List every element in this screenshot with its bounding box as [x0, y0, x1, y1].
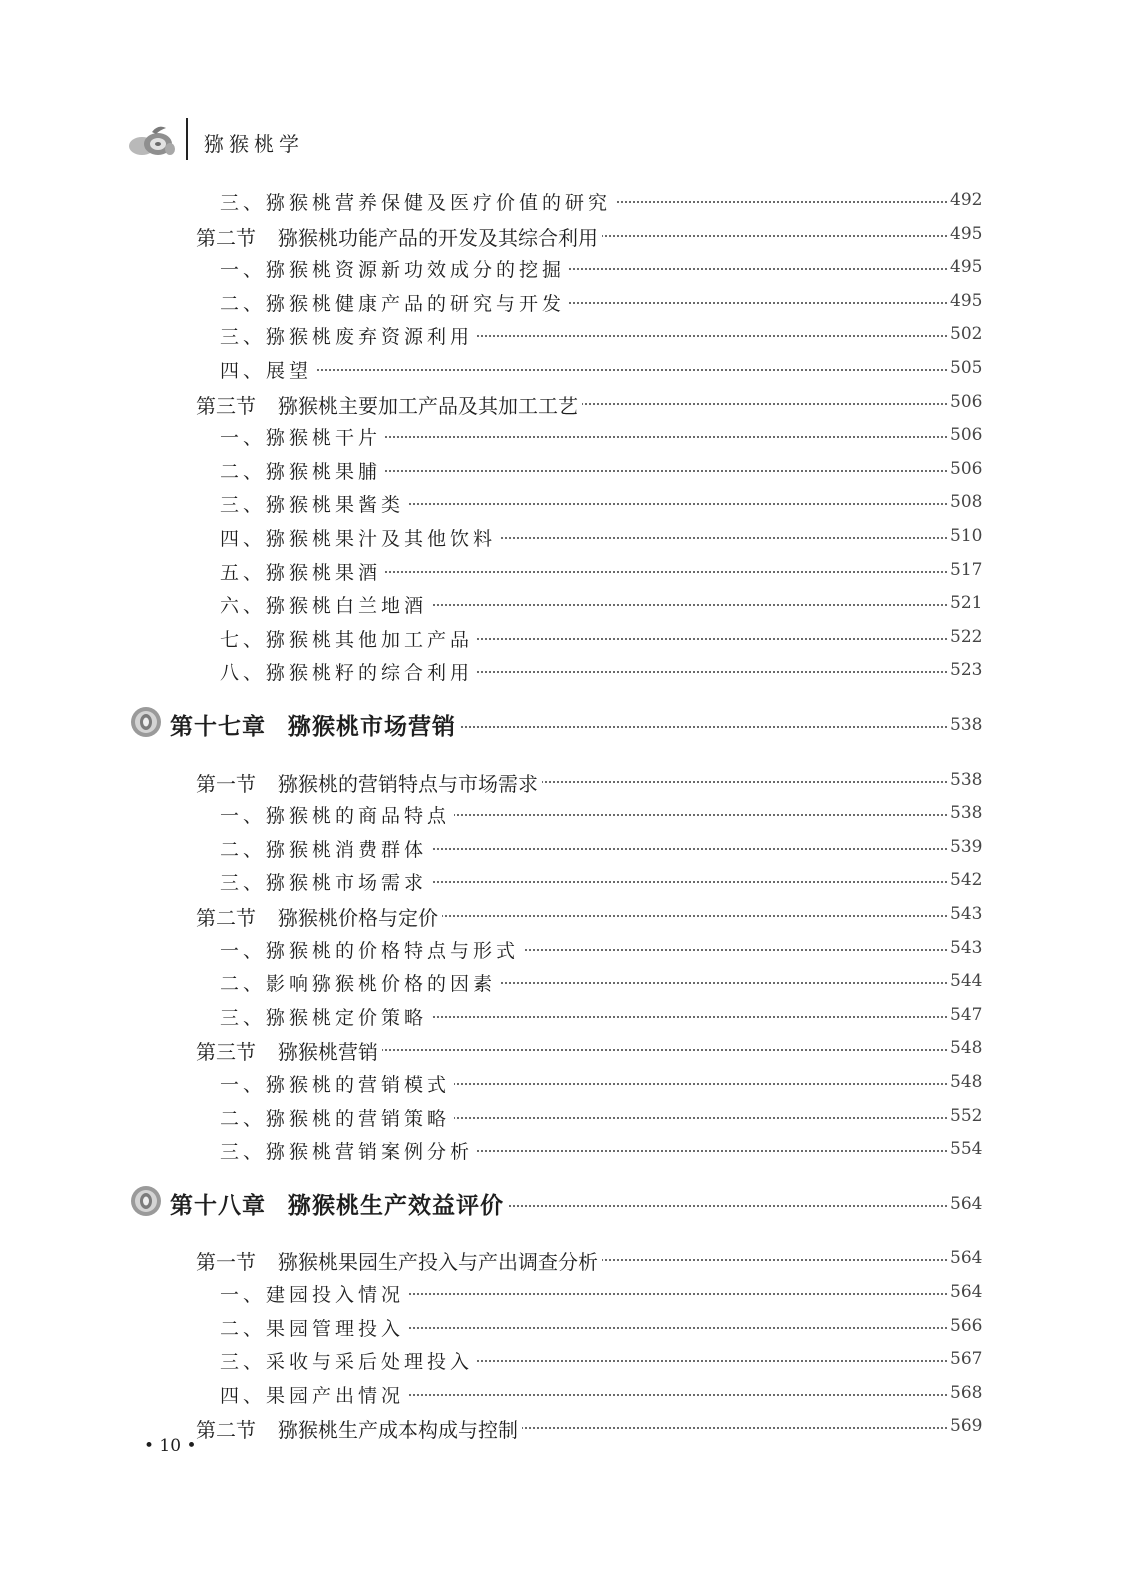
item-label: 三、猕猴桃定价策略 — [220, 1006, 428, 1029]
section-number: 第一节 — [196, 1250, 256, 1275]
toc-section-title — [196, 1036, 382, 1065]
item-label: 三、猕猴桃营销案例分析 — [220, 1141, 474, 1164]
item-label: 三、猕猴桃市场需求 — [220, 872, 428, 895]
toc-page-number: 538 — [950, 715, 983, 735]
toc-item-title — [220, 1003, 431, 1030]
item-label: 三、猕猴桃营养保健及医疗价值的研究 — [220, 192, 612, 214]
section-label: 猕猴桃主要加工产品及其加工工艺 — [278, 393, 578, 418]
toc-item-title — [220, 322, 477, 349]
toc-item[interactable] — [0, 1308, 1133, 1342]
item-label: 一、猕猴桃资源新功效成分的挖掘 — [220, 259, 566, 282]
item-label: 八、猕猴桃籽的综合利用 — [220, 662, 474, 685]
toc-item[interactable] — [0, 182, 1133, 216]
toc-item-title — [220, 457, 385, 484]
item-label: 三、采收与采后处理投入 — [220, 1351, 474, 1374]
toc-page-number: 554 — [950, 1139, 983, 1160]
toc-item-title — [220, 1314, 408, 1341]
toc-chapter-title — [170, 708, 460, 741]
chapter-kiwi-slice-icon — [130, 706, 162, 738]
toc-item[interactable] — [0, 1341, 1133, 1375]
toc-page-number: 568 — [950, 1382, 983, 1403]
toc-item[interactable] — [0, 619, 1133, 653]
item-label: 二、果园管理投入 — [220, 1317, 405, 1340]
toc-item-title — [220, 658, 477, 685]
item-label: 一、猕猴桃的商品特点 — [220, 805, 451, 828]
toc-item[interactable] — [0, 316, 1133, 350]
item-label: 三、猕猴桃果酱类 — [220, 494, 405, 517]
page-number: • 10 • — [144, 1436, 197, 1456]
toc-item[interactable] — [0, 997, 1133, 1031]
item-label: 二、影响猕猴桃价格的因素 — [220, 973, 497, 996]
item-label: 二、猕猴桃消费群体 — [220, 838, 428, 861]
toc-item-title — [220, 835, 431, 862]
section-number: 第二节 — [196, 906, 256, 930]
section-number: 第三节 — [196, 1040, 256, 1065]
toc-item[interactable] — [0, 1131, 1133, 1165]
book-title: 猕猴桃学 — [204, 132, 304, 156]
toc-section[interactable] — [0, 896, 1133, 930]
toc-item-title — [220, 423, 385, 450]
toc-section[interactable] — [0, 216, 1133, 250]
toc-item[interactable] — [0, 795, 1133, 829]
toc-item[interactable] — [0, 249, 1133, 283]
item-label: 二、猕猴桃的营销策略 — [220, 1107, 451, 1130]
section-number: 第三节 — [196, 393, 256, 418]
toc-section[interactable] — [0, 384, 1133, 418]
item-label: 四、猕猴桃果汁及其他饮料 — [220, 528, 497, 550]
toc-page-number: 506 — [950, 425, 983, 446]
toc-chapter-title — [170, 1187, 508, 1220]
toc-item-title — [220, 625, 477, 652]
toc-item-title — [220, 356, 316, 383]
toc-item-title — [220, 289, 569, 316]
chapter-number: 第十七章 — [170, 713, 266, 740]
toc-page-number: 542 — [950, 870, 983, 891]
section-label: 猕猴桃营销 — [278, 1040, 378, 1065]
toc-section-title — [196, 390, 582, 419]
toc-item[interactable] — [0, 1375, 1133, 1409]
toc-section-title — [196, 1246, 602, 1275]
toc-page-number: 539 — [950, 836, 983, 857]
item-label: 二、猕猴桃果脯 — [220, 460, 382, 483]
toc-item-title — [220, 868, 431, 895]
toc-page-number: 548 — [950, 1072, 983, 1092]
toc-page-number: 566 — [950, 1315, 983, 1336]
dot-leader — [220, 361, 947, 371]
toc-item-title — [220, 591, 431, 618]
toc-page-number: 506 — [950, 458, 983, 479]
chapter-number: 第十八章 — [170, 1191, 266, 1219]
section-label: 猕猴桃价格与定价 — [278, 906, 438, 930]
section-number: 第二节 — [196, 1418, 256, 1443]
header-divider — [186, 118, 188, 160]
toc-item-title — [220, 188, 615, 215]
toc-page-number: 564 — [950, 1248, 983, 1269]
chapter-label: 猕猴桃市场营销 — [288, 713, 456, 740]
toc-page-number: 564 — [950, 1282, 983, 1302]
toc-item[interactable] — [0, 1098, 1133, 1132]
section-label: 猕猴桃功能产品的开发及其综合利用 — [278, 225, 598, 250]
toc-item[interactable] — [0, 350, 1133, 384]
toc-item[interactable] — [0, 552, 1133, 586]
toc-page-number: 567 — [950, 1349, 983, 1370]
toc-page-number: 547 — [950, 1004, 983, 1025]
toc-item-title — [220, 255, 569, 282]
toc-section-title — [196, 768, 542, 797]
toc-item[interactable] — [0, 1064, 1133, 1098]
toc-item-title — [220, 558, 385, 585]
toc-item[interactable] — [0, 1274, 1133, 1308]
toc-page-number: 564 — [950, 1193, 983, 1214]
toc-item-title — [220, 490, 408, 517]
item-label: 一、猕猴桃的营销模式 — [220, 1074, 451, 1096]
toc-page-number: 517 — [950, 559, 983, 580]
toc-page-number: 510 — [950, 526, 983, 546]
toc-item[interactable] — [0, 484, 1133, 518]
toc-item-title — [220, 969, 500, 996]
toc-item-title — [220, 936, 523, 963]
item-label: 一、建园投入情况 — [220, 1284, 405, 1306]
toc-page-number: 523 — [950, 660, 983, 681]
toc-item-title — [220, 1137, 477, 1164]
toc-item[interactable] — [0, 862, 1133, 896]
toc-item-title — [220, 1381, 408, 1408]
toc-chapter[interactable] — [0, 702, 1133, 746]
item-label: 一、猕猴桃的价格特点与形式 — [220, 939, 520, 962]
toc-section-title — [196, 222, 602, 251]
toc-page-number: 569 — [950, 1416, 983, 1437]
section-number: 第一节 — [196, 771, 256, 796]
item-label: 一、猕猴桃干片 — [220, 427, 382, 450]
toc-item[interactable] — [0, 963, 1133, 997]
toc-item-title — [220, 1070, 454, 1097]
toc-page-number: 495 — [950, 290, 983, 311]
toc-chapter[interactable] — [0, 1181, 1133, 1225]
toc-page-number: 543 — [950, 904, 983, 924]
toc-item-title — [220, 524, 500, 551]
toc-item-title — [220, 801, 454, 828]
toc-page-number: 506 — [950, 391, 983, 412]
item-label: 二、猕猴桃健康产品的研究与开发 — [220, 292, 566, 315]
toc-page-number: 508 — [950, 492, 983, 513]
toc-page-number: 521 — [950, 593, 983, 614]
toc-page-number: 495 — [950, 257, 983, 278]
toc-item-title — [220, 1280, 408, 1307]
toc-section-title — [196, 1414, 522, 1443]
item-label: 三、猕猴桃废弃资源利用 — [220, 326, 474, 349]
toc-page-number: 552 — [950, 1105, 983, 1126]
section-label: 猕猴桃生产成本构成与控制 — [278, 1418, 518, 1443]
section-number: 第二节 — [196, 225, 256, 250]
section-label: 猕猴桃果园生产投入与产出调查分析 — [278, 1250, 598, 1275]
toc-page-number: 543 — [950, 937, 983, 958]
toc-item[interactable] — [0, 283, 1133, 317]
toc-item[interactable] — [0, 652, 1133, 686]
toc-section[interactable] — [0, 762, 1133, 796]
toc-section-title — [196, 902, 442, 931]
kiwi-fruit-icon — [128, 122, 176, 158]
toc-item[interactable] — [0, 829, 1133, 863]
toc-page-number: 502 — [950, 324, 983, 345]
toc-item[interactable] — [0, 518, 1133, 552]
toc-page-number: 505 — [950, 358, 983, 378]
toc-item[interactable] — [0, 417, 1133, 451]
toc-page-number: 538 — [950, 803, 983, 824]
toc-page-number: 495 — [950, 223, 983, 244]
item-label: 七、猕猴桃其他加工产品 — [220, 628, 474, 651]
chapter-label: 猕猴桃生产效益评价 — [288, 1191, 504, 1219]
toc-item-title — [220, 1347, 477, 1374]
section-label: 猕猴桃的营销特点与市场需求 — [278, 771, 538, 796]
toc-section[interactable] — [0, 1030, 1133, 1064]
toc-page-number: 522 — [950, 626, 983, 647]
toc-page-number: 492 — [950, 190, 983, 210]
item-label: 四、果园产出情况 — [220, 1384, 405, 1407]
toc-page-number: 544 — [950, 971, 983, 992]
toc-page-number: 548 — [950, 1038, 983, 1059]
item-label: 六、猕猴桃白兰地酒 — [220, 595, 428, 618]
toc-section[interactable] — [0, 1240, 1133, 1274]
toc-item[interactable] — [0, 451, 1133, 485]
toc-item[interactable] — [0, 585, 1133, 619]
chapter-kiwi-slice-icon — [130, 1185, 162, 1217]
toc-item[interactable] — [0, 930, 1133, 964]
item-label: 四、展望 — [220, 360, 313, 382]
toc-item-title — [220, 1104, 454, 1131]
toc-page-number: 538 — [950, 769, 983, 790]
item-label: 五、猕猴桃果酒 — [220, 561, 382, 584]
